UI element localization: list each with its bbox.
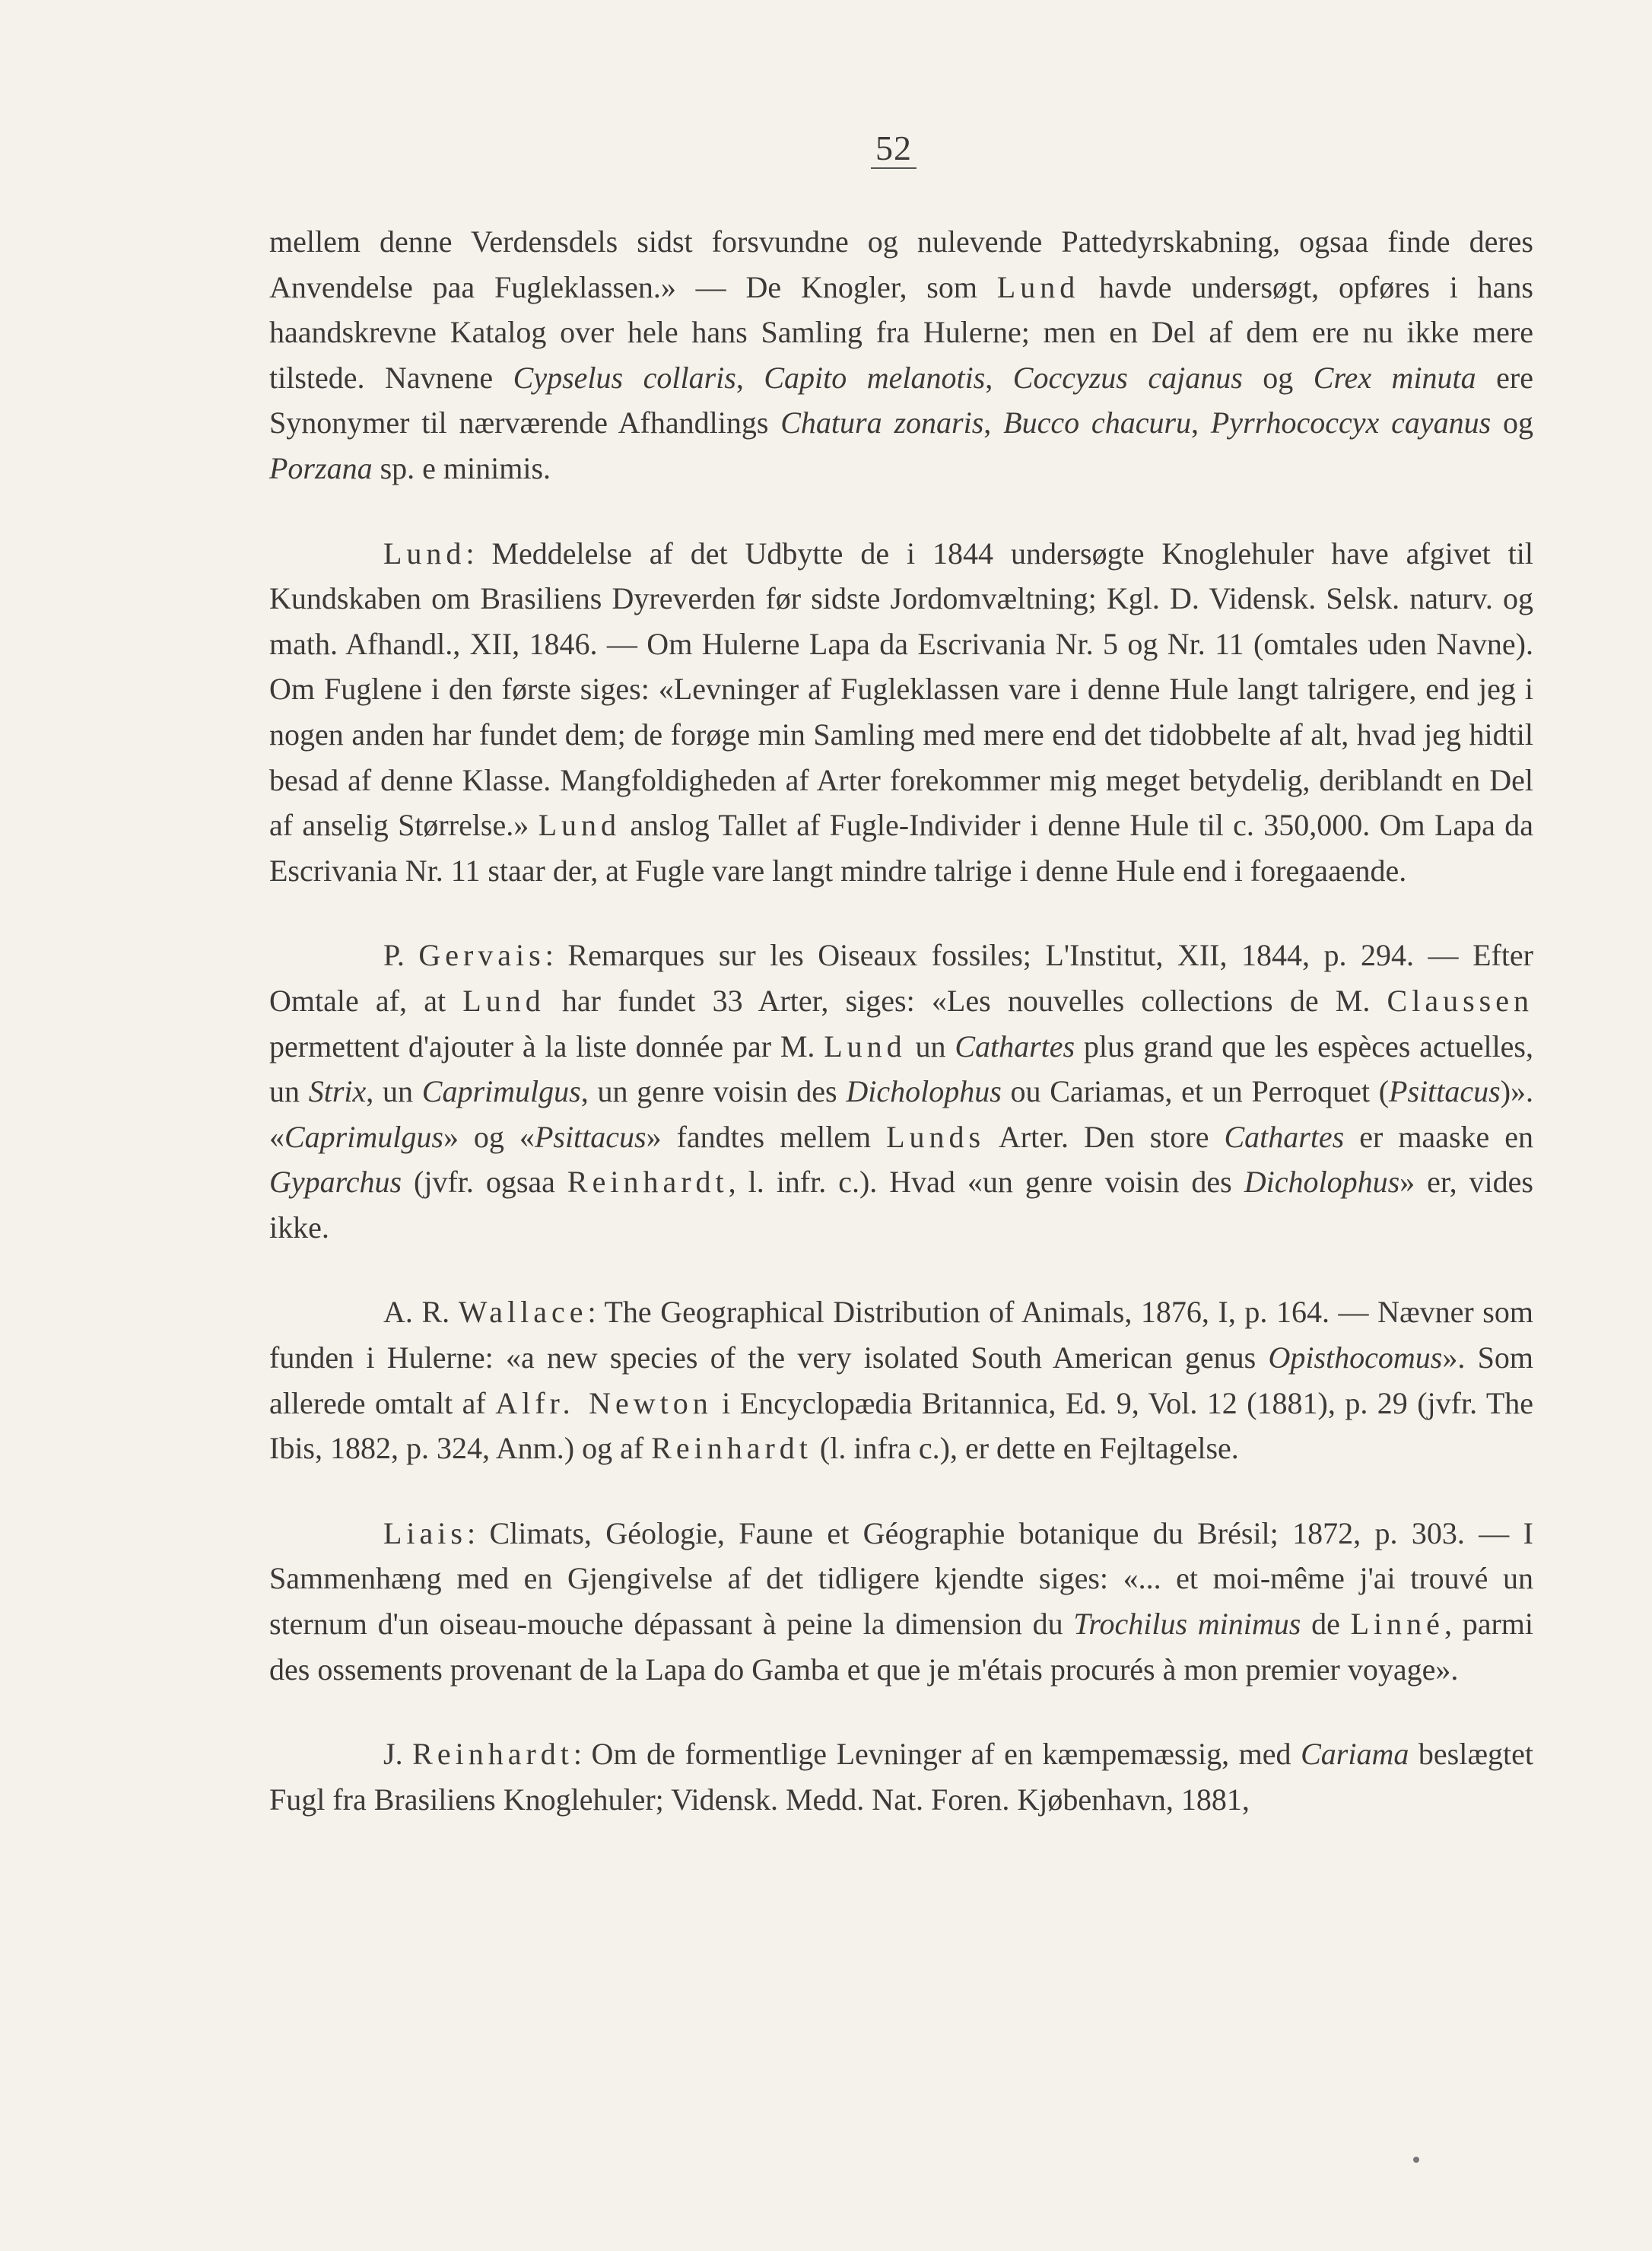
italic-term: Caprimulgus bbox=[284, 1119, 443, 1154]
italic-term: Cathartes bbox=[1224, 1119, 1345, 1154]
italic-term: Dicholophus bbox=[846, 1074, 1002, 1109]
page-number bbox=[0, 128, 1652, 168]
paragraph bbox=[269, 1731, 1533, 1822]
text-run: og bbox=[1491, 405, 1534, 440]
text-run: plus grand que les espèces actuelles, un bbox=[269, 1029, 1534, 1109]
text-run: , bbox=[983, 405, 1004, 440]
italic-term: Coccyzus cajanus bbox=[1012, 360, 1243, 395]
author-name: Lund bbox=[996, 269, 1080, 304]
author-name: Reinhardt bbox=[567, 1165, 729, 1200]
author-name: Gervais bbox=[418, 938, 545, 973]
text-run: permettent d'ajouter à la liste donnée par M. bbox=[269, 1029, 824, 1064]
text-run: : Remarques sur les Oiseaux fossiles; L'Institut, XII, 1844, p. 294. — Efter Omtale af, at bbox=[269, 938, 1534, 1018]
page-number-text: 52 bbox=[871, 129, 917, 169]
text-run: sp. e minimis. bbox=[372, 450, 551, 485]
italic-term: Crex minuta bbox=[1313, 360, 1476, 395]
text-run: er maaske en bbox=[1344, 1119, 1534, 1154]
author-name: Alfr. Newton bbox=[495, 1385, 713, 1420]
author-name: Reinhardt bbox=[651, 1431, 812, 1466]
text-run: , bbox=[735, 360, 764, 395]
text-run: , un genre voisin des bbox=[580, 1074, 847, 1109]
italic-term: Cathartes bbox=[955, 1029, 1075, 1064]
text-run: havde undersøgt, opføres i hans haandskrevne Katalog over hele hans Samling fra Hulerne; men en Del af dem ere nu ikke mere tilstede. Navnene bbox=[269, 269, 1534, 395]
italic-term: Strix bbox=[308, 1074, 367, 1109]
author-name: Liais bbox=[383, 1515, 467, 1550]
italic-term: Chatura zonaris bbox=[780, 405, 984, 440]
text-run: P. bbox=[383, 938, 419, 973]
paragraph bbox=[269, 1511, 1533, 1692]
text-run: Arter. Den store bbox=[985, 1119, 1225, 1154]
text-run: : Om de formentlige Levninger af en kæmpemæssig, med bbox=[573, 1737, 1301, 1772]
italic-term: Trochilus minimus bbox=[1073, 1607, 1301, 1642]
paragraph bbox=[269, 219, 1533, 491]
text-run: » fandtes mellem bbox=[646, 1119, 887, 1154]
text-run: : Meddelelse af det Udbytte de i 1844 undersøgte Knoglehuler have afgivet til Kundskaben om Brasiliens Dyreverden før sidste Jordomvæltning; Kgl. D. Vidensk. Selsk. naturv. og math. Afhandl., XII, 1846. — Om Hulerne Lapa da Escrivania Nr. 5 og Nr. 11 (omtales uden Navne). Om Fuglene i den første siges: «Levninger af Fugleklassen vare i denne Hule langt talrigere, end jeg i nogen anden har fundet dem; de forøge min Samling med mere end det tidobbelte af alt, hvad jeg hidtil besad af denne Klasse. Mangfoldigheden af Arter forekommer mig meget betydelig, deriblandt en Del af anselig Størrelse.» bbox=[269, 536, 1533, 843]
text-run: i Encyclopædia Britannica, Ed. 9, Vol. 12 (1881), p. 29 (jvfr. The Ibis, 1882, p. 324, Anm.) og af bbox=[269, 1385, 1534, 1466]
italic-term: Caprimulgus bbox=[421, 1074, 581, 1109]
text-run: ere Synonymer til nærværende Afhandlings bbox=[269, 360, 1534, 440]
author-name: Linné bbox=[1350, 1607, 1444, 1642]
author-name: Lund bbox=[538, 808, 621, 843]
text-run: ». Som allerede omtalt af bbox=[269, 1340, 1534, 1420]
paragraph bbox=[269, 1289, 1533, 1470]
text-run: , un bbox=[366, 1074, 422, 1109]
text-run: A. R. bbox=[383, 1295, 459, 1330]
author-name: Wallace bbox=[458, 1295, 588, 1330]
text-run: (l. infra c.), er dette en Fejltagelse. bbox=[812, 1431, 1239, 1466]
italic-term: Cariama bbox=[1301, 1737, 1409, 1772]
italic-term: Psittacus bbox=[1389, 1074, 1501, 1109]
italic-term: Porzana bbox=[269, 450, 373, 485]
paragraph bbox=[269, 531, 1533, 894]
text-run: , l. infr. c.). Hvad «un genre voisin des bbox=[728, 1165, 1244, 1200]
text-run: , parmi des ossements provenant de la Lapa do Gamba et que je m'étais procurés à mon premier voyage». bbox=[269, 1607, 1533, 1687]
text-run: )». « bbox=[269, 1074, 1534, 1154]
text-run: : Climats, Géologie, Faune et Géographie botanique du Brésil; 1872, p. 303. — I Sammenhæng med en Gjengivelse af det tidligere kjendte siges: «... et moi-même j'ai trouvé un sternum d'un oiseau-mouche dépassant à peine la dimension du bbox=[269, 1515, 1533, 1642]
text-run: » og « bbox=[443, 1119, 535, 1154]
text-run: har fundet 33 Arter, siges: «Les nouvelles collections de M. bbox=[545, 983, 1387, 1018]
text-run: anslog Tallet af Fugle-Individer i denne Hule til c. 350,000. Om Lapa da Escrivania Nr. 11 staar der, at Fugle vare langt mindre talrige i denne Hule end i foregaaende. bbox=[269, 808, 1533, 888]
text-run: de bbox=[1301, 1607, 1351, 1642]
author-name: Claussen bbox=[1387, 983, 1533, 1018]
italic-term: Bucco chacuru bbox=[1003, 405, 1192, 440]
author-name: Lund bbox=[383, 536, 466, 571]
italic-term: Capito melanotis bbox=[764, 360, 986, 395]
italic-term: Dicholophus bbox=[1244, 1165, 1400, 1200]
paragraph bbox=[269, 933, 1533, 1250]
author-name: Lunds bbox=[886, 1119, 986, 1154]
text-run: , bbox=[985, 360, 1013, 395]
text-run: » er, vides ikke. bbox=[269, 1165, 1533, 1245]
text-run: , bbox=[1191, 405, 1211, 440]
text-run: : The Geographical Distribution of Animals, 1876, I, p. 164. — Nævner som funden i Hulerne: «a new species of the very isolated South American genus bbox=[269, 1295, 1533, 1375]
author-name: Reinhardt bbox=[412, 1737, 573, 1772]
italic-term: Opisthocomus bbox=[1268, 1340, 1443, 1375]
italic-term: Psittacus bbox=[534, 1119, 647, 1154]
italic-term: Pyrrhococcyx cayanus bbox=[1210, 405, 1492, 440]
body-text bbox=[269, 219, 1533, 1822]
text-run: un bbox=[906, 1029, 955, 1064]
text-run: J. bbox=[383, 1737, 413, 1772]
italic-term: Gyparchus bbox=[269, 1165, 402, 1200]
text-run: ou Cariamas, et un Perroquet ( bbox=[1001, 1074, 1390, 1109]
text-run: (jvfr. ogsaa bbox=[402, 1165, 567, 1200]
text-run: og bbox=[1242, 360, 1314, 395]
text-run: beslægtet Fugl fra Brasiliens Knoglehuler; Vidensk. Medd. Nat. Foren. Kjøbenhavn, 1881, bbox=[269, 1737, 1534, 1817]
author-name: Lund bbox=[824, 1029, 907, 1064]
print-speck bbox=[1413, 2157, 1419, 2163]
author-name: Lund bbox=[462, 983, 545, 1018]
text-run: mellem denne Verdensdels sidst forsvundne og nulevende Pattedyrskabning, ogsaa finde deres Anvendelse paa Fugleklassen.» — De Knogler, som bbox=[269, 224, 1533, 304]
italic-term: Cypselus collaris bbox=[513, 360, 736, 395]
